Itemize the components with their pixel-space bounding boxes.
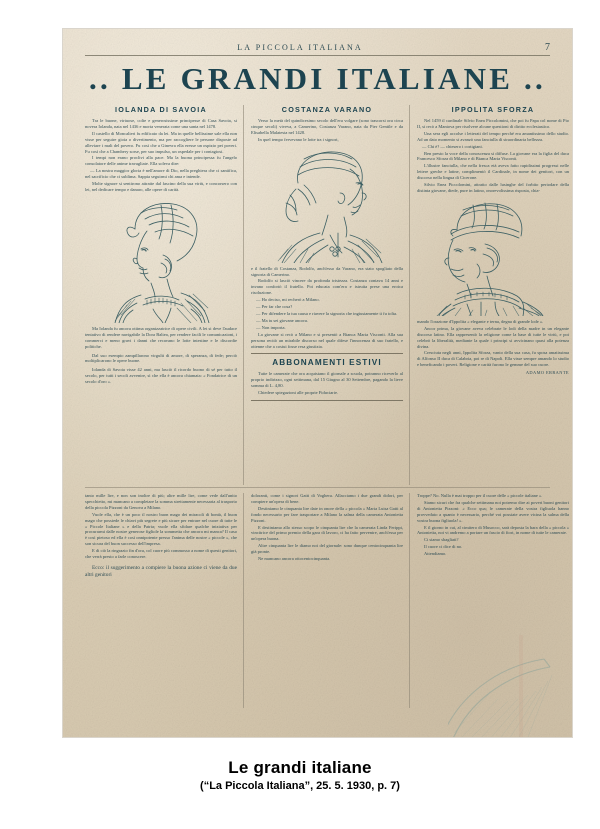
paragraph: Il castello di Moncalieri fu edificato da lei. Ma in quelle bellissime sale ella non visse per seguire gioia o divertimento, ma per raccogliere le persone disposte ad alleviare i mali del povero. Fu così che a Ginevra ella eresse un ospizio pei poveri. Fu così che a Chambery sorse, per suo impulso, un ospedale per i contagiosi.	[85, 130, 237, 154]
paragraph: — La nostra maggior gloria è nell'amore di Dio, nella preghiera che ci santifica, nel sacrificio che ci sublima. Sappia seguirmi chi ama e intende.	[85, 168, 237, 180]
library-stamp	[448, 633, 568, 737]
paragraph: — Chi è? — chiesero i cortigiani.	[422, 143, 483, 149]
paragraph: Ci siamo sbagliati?	[424, 537, 459, 543]
paragraph: Ne mancano ancora ottocentocinquanta.	[258, 556, 331, 562]
paragraph: mando l'orazione d'Ippolita « elegante e terna, degna di grande lode ».	[417, 318, 544, 324]
paragraph: Verso la metà del quindicesimo secolo dell'era volgare (sono trascorsi ora circa cinque secoli) viveva, a Camerino, Costanza Varano, nata da Pier Gentile e da Elisabella Malatesta nel 1428.	[251, 118, 403, 135]
paragraph: doloranti, come i signori Gatti di Voghera. Allacciamo i due grandi dolori, per compiere un'opera di bene.	[251, 493, 403, 504]
paragraph: e il fratello di Costanza, Rodolfo, anch'esso da Varano, era stato spogliato della signoria di Camerino.	[251, 265, 403, 277]
paragraph: Ben presto la voce della conoscenza si diffuse. La giovane era la figlia del duca Francesco Sforza di Milano e di Bianca Maria Visconti.	[417, 150, 569, 162]
paragraph: Vuole ella, che è un poco il nostro buon mago dei miracoli di bontà, il buon mago che possiede le chiavi più segrete e più sicure per entrare nel cuore di tutte le « Piccole Italiane » e della Patria; vuole ella sfidare qualche iniziativa per procurarmi dalle nostre generose figliole la sommetta che ancora mi manca? Il caso è così pietoso ed ella è così onnipotente presso l'anima delle nostre « piccole », che son sicura del buon successo dell'impresa.	[85, 511, 237, 547]
deck-divider	[85, 487, 550, 488]
column-heading-1: IOLANDA DI SAVOIA	[115, 105, 207, 114]
paragraph: Altre cinquanta lire le diamo noi del giornale: sono dunque centocinquanta lire già pronte.	[251, 543, 403, 555]
paragraph: Dal suo esempio zampillarono virgulti di amore, di speranza, di fede; perciò moltiplicarono le opere buone.	[85, 352, 237, 364]
portrait-iolanda-di-savoia	[101, 195, 221, 323]
figure-caption	[0, 758, 600, 792]
paragraph: Silvio Enea Piccolomini, attratto dalle lusinghe del forbito periodare della distinta giovane, diede, pure in latino, onorevolissima risposta, chia-	[417, 182, 569, 193]
page-number: 7	[545, 42, 550, 53]
caption-title: Le grandi italiane	[228, 758, 372, 777]
scanned-page	[63, 29, 572, 737]
lower-column-3	[417, 493, 569, 558]
paragraph: In quel tempo fervevano le lotte tra i signori,	[258, 136, 339, 142]
running-head-title: LA PICCOLA ITALIANA	[237, 43, 363, 52]
ad-title: ABBONAMENTI ESTIVI	[272, 358, 382, 368]
paragraph: Ancor prima, la giovane aveva celebrate le lodi della madre in un elegante discorso latino. Ella rappresentò la religione come la base di tutte le virtù, e poi celebrò la liberalità, mediante la quale i principi si avvicinano quasi alla potenza divina.	[417, 325, 569, 349]
portrait-ippolita-sforza	[427, 196, 559, 316]
article-column-ippolita	[417, 105, 569, 375]
paragraph: Tra le buone, virtuose, colte e generosissime principesse di Casa Savoia, si novera Iolanda, nata nel 1436 e morta venerata come una santa nel 1478.	[85, 118, 237, 129]
paragraph: L'illustre fanciulla, che nella fresca età aveva fatto rapidissimi progressi nelle lettere greche e latine, complimentò il Cardinale, in nome dei genitori, con un discorso nella lingua di Cicerone.	[417, 163, 569, 181]
paragraph: E di ciò la ringrazio fin d'ora, col cuore più commosso a nome di questi genitori, che verrà presto a farle conoscere.	[85, 548, 237, 560]
column-rule-2	[409, 105, 410, 485]
paragraph: Cresciuta negli anni, Ippolita Sforza, vanto della sua casa, fu sposa amatissima di Alfonso II duca di Calabria, poi re di Napoli. Ella visse sempre amando lo studio e beneficando i poveri. Religione e carità furono le gemme del suo cuore.	[417, 350, 569, 368]
paragraph: — Per far che cosa?	[256, 304, 293, 310]
column-heading-3: IPPOLITA SFORZA	[451, 105, 535, 114]
paragraph: Iolanda di Savoia visse 42 anni, ma lasciò il ricordo buono di sé per tutto il secolo, per tutti i secoli avvenire, sì che ella è ancora chiamata: « Fondatrice di un secolo d'oro ».	[85, 367, 237, 385]
paragraph: Molte signore si sentirono attratte dal fascino della sua virtù, e concorsero con lei, nel dedicare tempo e danaro, alle opere di carità.	[85, 181, 237, 192]
subscription-ad-box	[251, 353, 403, 401]
ad-paragraph: Tutte le camerate che ora acquistano il giornale a scuola, potranno riceverlo al proprio indirizzo, ogni settimana, dal 15 Giugno al 30 Settembre, pagando la lieve somma di L. 4,80.	[251, 371, 403, 389]
running-head	[85, 43, 550, 59]
paragraph: Una sera egli accolse i letterati del tempo perché era amantissimo dello studio. Ad un dato momento si avanzò una fanciulla di straordinaria bellezza.	[417, 130, 569, 142]
article-column-costanza	[251, 105, 403, 405]
column-heading-2: COSTANZA VARANO	[281, 105, 373, 114]
paragraph: — Non importa.	[256, 324, 286, 330]
paragraph: Rodolfo si lasciò vincere da profonda tristezza. Costanza contava 14 anni e invano confortò il fratello. Poi educata com'era e istruita prese una eroica risoluzione.	[251, 278, 403, 296]
column-rule-1	[243, 105, 244, 485]
paragraph: Ma Iolanda fu ancora ottima organizzatrice di opere civili. A lei si deve l'audace tentativo di rendere navigabile la Dora Baltea, per rendere facili le comunicazioni, i commerci e meno gravi i danni che recavano le lotte intestine e le discordie politiche.	[85, 325, 237, 349]
paragraph: Il cuore ci dice di no.	[424, 544, 463, 550]
paragraph: tanto mille lire, e non son inoltre di più; altre mille lire, come vede dall'unito specchietto, mi mancano a completare la somma strettamente necessaria al trasporto della piccola Pizzoni da Genova a Milano.	[85, 493, 237, 510]
lower-column-2	[251, 493, 403, 563]
lower-column-1	[85, 493, 237, 580]
author-signature: ADAMO ERRANTE	[525, 370, 569, 376]
article-column-iolanda	[85, 105, 237, 386]
paragraph: E il giorno in cui, al cimitero di Musocco, sarà deposta la bara della « piccola » Antonietta, noi vi andremo a portare un fascio di fiori, in nome di tutte le camerate.	[417, 524, 569, 536]
page-title: .. LE GRANDI ITALIANE ..	[89, 61, 546, 96]
paragraph: — Ma tu sei giovane ancora.	[256, 317, 308, 323]
paragraph: Siamo sicuri che fra qualche settimana noi potremo dire ai poveri buoni genitori di Antonietta Pizzoni: « Ecco qua; le camerate della vostra figliuola hanno provveduto a quanto è necessario, perché voi possiate avere vicina la salma della vostra buona figliuola! ».	[417, 499, 569, 523]
caption-source: (“La Piccola Italiana”, 25. 5. 1930, p. 7)	[200, 780, 400, 792]
closing-paragraph: Ecco: il suggerimento a compiere la buona azione ci viene da due altri genitori	[85, 564, 237, 579]
paragraph: Nel 1459 il cardinale Silvio Enea Piccolomini, che poi fu Papa col nome di Pio II, si recò a Mantova per risolvere alcune questioni di diritto ecclesiastico.	[417, 118, 569, 129]
ad-paragraph: Chiedere spiegazioni alle proprie Fiduciarie.	[258, 390, 339, 396]
paragraph: La giovane si recò a Milano e si presentò a Bianca Maria Visconti. Alla sua persona recitò un mirabile discorso nel quale difese l'innocenza di suo fratello, e ottenne che a costui fosse resa giustizia.	[251, 331, 403, 349]
column-rule-4	[409, 493, 410, 708]
running-head-rule	[85, 55, 550, 56]
paragraph: E destiniamo allo stesso scopo le cinquanta lire che la camerata Linda Ferippi, vincitrice del primo premio della gara di lavoro, ci ha fatto pervenire, anch'essa per un'opera buona.	[251, 524, 403, 542]
portrait-costanza-varano	[264, 145, 390, 263]
paragraph: I tempi non erano proclivi alla pace. Ma la buona principessa fu l'angelo consolatore delle anime travagliate. Ella soleva dire:	[85, 155, 237, 167]
paragraph: — Per difendere la tua causa e riavere la signoria che ingiustamente ti fu tolta.	[256, 310, 398, 316]
column-rule-3	[243, 493, 244, 708]
paragraph: Troppe? No. Nulla è mai troppo per il cuore delle « piccole italiane ».	[417, 493, 543, 498]
paragraph: Destiniamo le cinquanta lire date in onore della « piccola » Maria Luisa Gatti al fondo necessario per fare trasportare a Milano la salma della camerata Antonietta Pizzoni.	[251, 505, 403, 523]
paragraph: Attendiamo.	[424, 551, 447, 557]
paragraph: — Ho deciso, mi recherò a Milano.	[256, 297, 320, 303]
